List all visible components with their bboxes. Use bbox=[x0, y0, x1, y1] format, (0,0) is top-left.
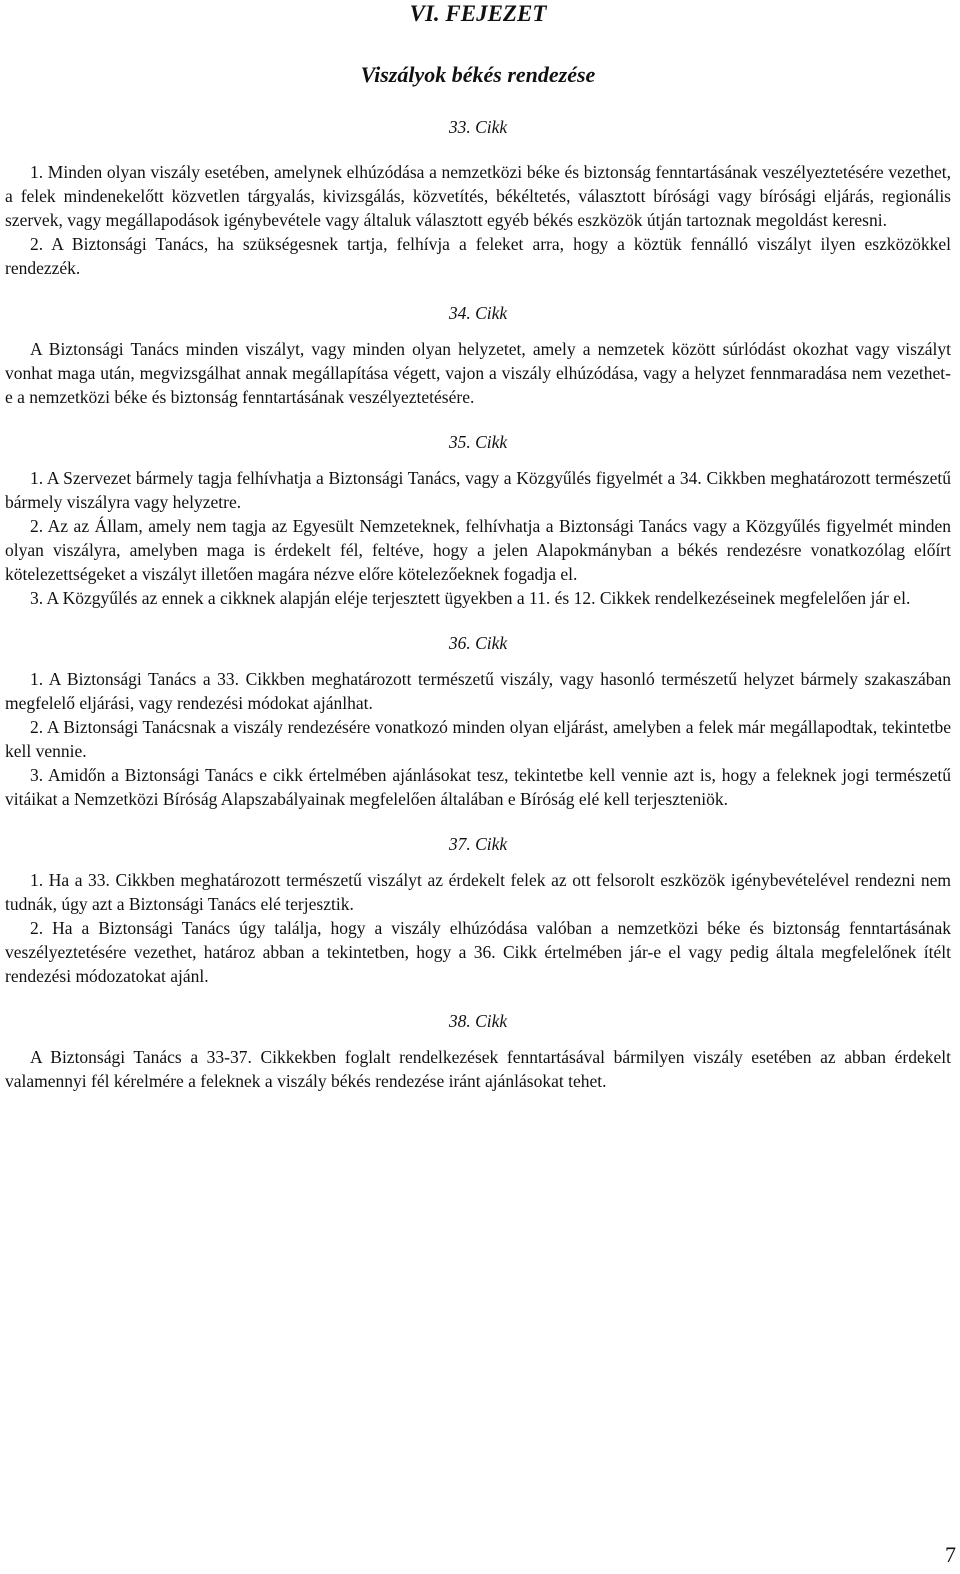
document-page bbox=[5, 0, 951, 1093]
article-paragraph: A Biztonsági Tanács minden viszályt, vagy minden olyan helyzetet, amely a nemzetek között súrlódást okozhat vagy viszályt vonhat maga után, megvizsgálhat annak megállapítása végett, vajon a viszály elhúzódása, vagy a helyzet fennmaradása nem vezethet-e a nemzetközi béke és biztonság fenntartásának veszélyeztetésére. bbox=[5, 339, 951, 407]
article-heading: 36. Cikk bbox=[448, 633, 508, 653]
article-paragraph: 1. A Biztonsági Tanács a 33. Cikkben meghatározott természetű viszály, vagy hasonló természetű helyzet bármely szakaszában megfelelő eljárási, vagy rendezési módokat ajánlhat. bbox=[5, 669, 951, 713]
page-number: 7 bbox=[945, 1542, 956, 1567]
article-paragraph: 2. A Biztonsági Tanácsnak a viszály rendezésére vonatkozó minden olyan eljárást, amelyben a felek már megállapodtak, tekintetbe kell vennie. bbox=[5, 717, 951, 761]
article-33 bbox=[5, 116, 951, 280]
chapter-number: VI. FEJEZET bbox=[409, 1, 547, 26]
article-paragraph: 3. A Közgyűlés az ennek a cikknek alapján eléje terjesztett ügyekben a 11. és 12. Cikkek rendelkezéseinek megfelelően jár el. bbox=[30, 588, 911, 608]
article-paragraph: 1. Ha a 33. Cikkben meghatározott természetű viszályt az érdekelt felek az ott felsorolt eszközök igénybevételével rendezni nem tudnák, úgy azt a Biztonsági Tanács elé terjesztik. bbox=[5, 870, 951, 914]
article-36 bbox=[5, 632, 951, 811]
article-paragraph: 2. Az az Állam, amely nem tagja az Egyesült Nemzeteknek, felhívhatja a Biztonsági Tanács vagy a Közgyűlés figyelmét minden olyan viszályra, amelyben maga is érdekelt fél, feltéve, hogy a jelen Alapokmányban a békés rendezésre vonatkozólag előírt kötelezettségeket a viszályt illetően magára nézve előre kötelezőeknek fogadja el. bbox=[5, 516, 951, 584]
article-paragraph: 2. Ha a Biztonsági Tanács úgy találja, hogy a viszály elhúzódása valóban a nemzetközi béke és biztonság fenntartásának veszélyeztetésére vezethet, határoz abban a tekintetben, hogy a 36. Cikk értelmében jár-e el vagy pedig általa megfelelőnek ítélt rendezési módozatokat ajánl. bbox=[5, 918, 951, 986]
article-heading: 33. Cikk bbox=[448, 117, 508, 137]
chapter-title: Viszályok békés rendezése bbox=[360, 62, 596, 87]
article-paragraph: 2. A Biztonsági Tanács, ha szükségesnek tartja, felhívja a feleket arra, hogy a köztük fennálló viszályt ilyen eszközökkel rendezzék. bbox=[5, 234, 951, 278]
article-paragraph: 1. Minden olyan viszály esetében, amelynek elhúzódása a nemzetközi béke és biztonság fenntartásának veszélyeztetésére vezethet, a felek mindenekelőtt közvetlen tárgyalás, kivizsgálás, közvetítés, békéltetés, választott bírósági vagy bírósági eljárás, regionális szervek, vagy megállapodások igénybevétele vagy általuk választott egyéb békés eszközök útján tartoznak megoldást keresni. bbox=[5, 162, 951, 230]
article-paragraph: 1. A Szervezet bármely tagja felhívhatja a Biztonsági Tanács, vagy a Közgyűlés figyelmét a 34. Cikkben meghatározott természetű bármely viszályra vagy helyzetre. bbox=[5, 468, 951, 512]
article-35 bbox=[5, 431, 951, 610]
article-38 bbox=[5, 1010, 951, 1093]
article-paragraph: A Biztonsági Tanács a 33-37. Cikkekben foglalt rendelkezések fenntartásával bármilyen viszály esetében az abban érdekelt valamennyi fél kérelmére a feleknek a viszály békés rendezése iránt ajánlásokat tehet. bbox=[5, 1047, 951, 1091]
article-37 bbox=[5, 833, 951, 988]
article-heading: 37. Cikk bbox=[448, 834, 508, 854]
article-heading: 35. Cikk bbox=[448, 432, 508, 452]
article-heading: 38. Cikk bbox=[448, 1011, 508, 1031]
article-heading: 34. Cikk bbox=[448, 303, 508, 323]
article-paragraph: 3. Amidőn a Biztonsági Tanács e cikk értelmében ajánlásokat tesz, tekintetbe kell vennie azt is, hogy a feleknek jogi természetű vitáikat a Nemzetközi Bíróság Alapszabályainak megfelelően általában e Bíróság elé kell terjeszteniök. bbox=[5, 765, 951, 809]
article-34 bbox=[5, 302, 951, 409]
